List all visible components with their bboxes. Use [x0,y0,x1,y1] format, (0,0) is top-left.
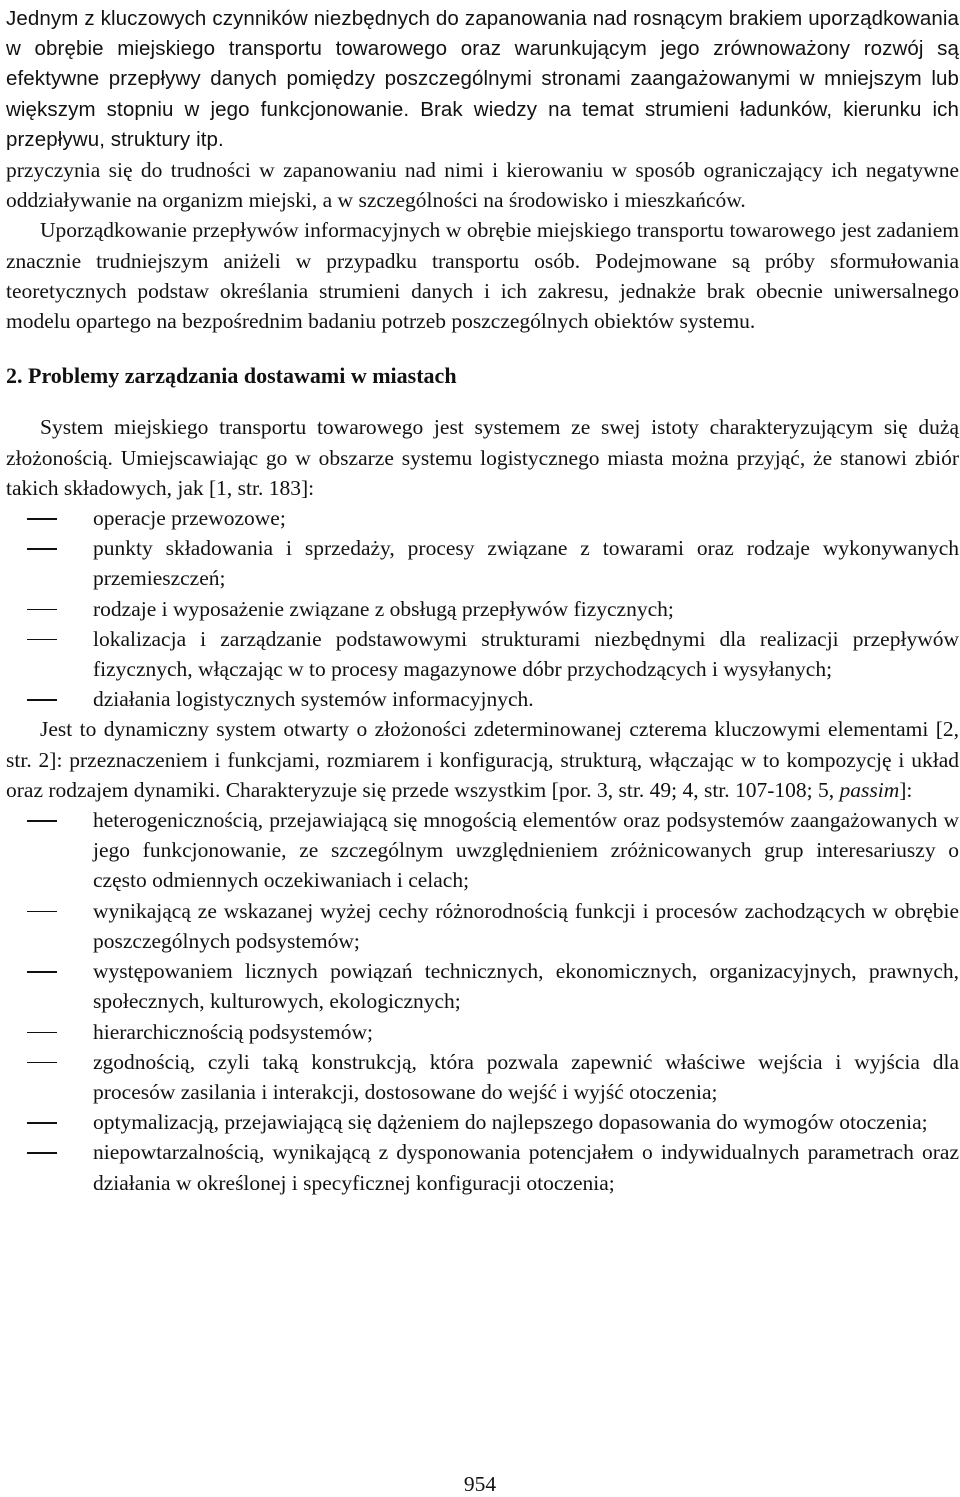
list-item [6,624,959,684]
list-item [6,1017,959,1047]
list-item [6,896,959,956]
paragraph-information-flows: Uporządkowanie przepływów informacyjnych w obrębie miejskiego transportu towarowego jest zadaniem znacznie trudniejszym aniżeli w przypadku transportu osób. Podejmowane są próby sformułowania teoretycznych podstaw określania strumieni danych i ich zakresu, jednakże brak obecnie uniwersalnego modelu opartego na bezpośrednim badaniu potrzeb poszczególnych obiektów systemu. [6,218,959,334]
list-item [6,1137,959,1197]
list-item-text: hierarchicznością podsystemów; [93,1019,374,1044]
dash-bullet-icon [27,518,57,520]
dash-bullet-icon [27,1062,57,1064]
list-item [6,805,959,896]
dash-bullet-icon [27,699,57,701]
dash-bullet-icon [27,971,57,973]
paragraph-data-flows: Jednym z kluczowych czynników niezbędnych do zapanowania nad rosnącym brakiem uporządkowania w obrębie miejskiego transportu towarowego oraz warunkującym jego zrównoważony rozwój są efektywne przepływy danych pomiędzy poszczególnymi stronami zaangażowanymi w mniejszym lub większym stopniu w jego funkcjonowanie. Brak wiedzy na temat strumieni ładunków, kierunku ich przepływu, struktury itp. [6,7,959,151]
list-item-text: rodzaje i wyposażenie związane z obsługą przepływów fizycznych; [93,596,674,621]
list-item-text: występowaniem licznych powiązań technicznych, ekonomicznych, organizacyjnych, prawnych, społecznych, kulturowych, ekologicznych; [93,959,959,1014]
list-item [6,1047,959,1107]
list-item [6,533,959,593]
paragraph-difficulties: przyczynia się do trudności w zapanowaniu nad nimi i kierowaniu w sposób ograniczający ich negatywne oddziaływanie na organizm miejski, a w szczególności na środowisko i mieszkańców. [6,158,959,213]
list-item-text: wynikającą ze wskazanej wyżej cechy różnorodnością funkcji i procesów zachodzących w obrębie poszczególnych podsystemów; [93,898,959,953]
characteristics-list [6,805,959,1198]
dynamic-system-text: Jest to dynamiczny system otwarty o złożoności zdeterminowanej czterema kluczowymi elementami [2, str. 2]: przeznaczeniem i funkcjami, rozmiarem i konfiguracją, strukturą, włączając w to kompozycję i układ oraz rodzajem dynamiki. Charakteryzuje się przede wszystkim [por. 3, str. 49; 4, str. 107-108; 5, [6,717,959,802]
list-item-text: lokalizacja i zarządzanie podstawowymi strukturami niezbędnymi dla realizacji przepływów fizycznych, włączając w to procesy magazynowe dóbr przychodzących i wysyłanych; [93,626,959,682]
dash-bullet-icon [27,820,57,822]
list-item-text: niepowtarzalnością, wynikającą z dysponowania potencjałem o indywidualnych parametrach oraz działania w określonej i specyficznej konfiguracji otoczenia; [93,1140,959,1195]
dash-bullet-icon [27,609,57,611]
dash-bullet-icon [27,639,57,641]
list-item [6,594,959,624]
section-heading: 2. Problemy zarządzania dostawami w miastach [6,363,457,389]
list-item-text: operacje przewozowe; [93,506,286,531]
list-item-text: heterogenicznością, przejawiającą się mnogością elementów oraz podsystemów zaangażowanych w jego funkcjonowanie, ze szczególnym uwzględnieniem zróżnicowanych grup interesariuszy o często odmiennych oczekiwaniach i celach; [93,808,959,893]
list-item-text: optymalizacją, przejawiającą się dążeniem do najlepszego dopasowania do wymogów otoczenia; [93,1110,928,1135]
document-page [6,4,959,1198]
page-number: 954 [463,1472,497,1496]
passim-italic: passim [839,777,900,802]
list-item [6,503,959,533]
component-list [6,503,959,714]
list-item [6,956,959,1016]
list-item-text: zgodnością, czyli taką konstrukcją, która pozwala zapewnić właściwe wejścia i wyjścia dla procesów zasilania i interakcji, dostosowane do wejść i wyjść otoczenia; [93,1049,959,1104]
dash-bullet-icon [27,1122,57,1124]
list-item-text: punkty składowania i sprzedaży, procesy związane z towarami oraz rodzaje wykonywanych przemieszczeń; [93,536,959,591]
dash-bullet-icon [27,1152,57,1154]
list-item [6,1107,959,1137]
paragraph-system-intro: System miejskiego transportu towarowego jest systemem ze swej istoty charakteryzującym się dużą złożonością. Umiejscawiając go w obszarze systemu logistycznego miasta można przyjąć, że stanowi zbiór takich składowych, jak [1, str. 183]: [6,415,959,500]
list-item-text: działania logistycznych systemów informacyjnych. [93,687,534,712]
dash-bullet-icon [27,548,57,550]
paragraph-dynamic-system [6,714,959,805]
intro-block [6,4,959,155]
list-item [6,684,959,714]
dash-bullet-icon [27,911,57,913]
dynamic-system-text-end: ]: [899,777,913,802]
dash-bullet-icon [27,1032,57,1034]
